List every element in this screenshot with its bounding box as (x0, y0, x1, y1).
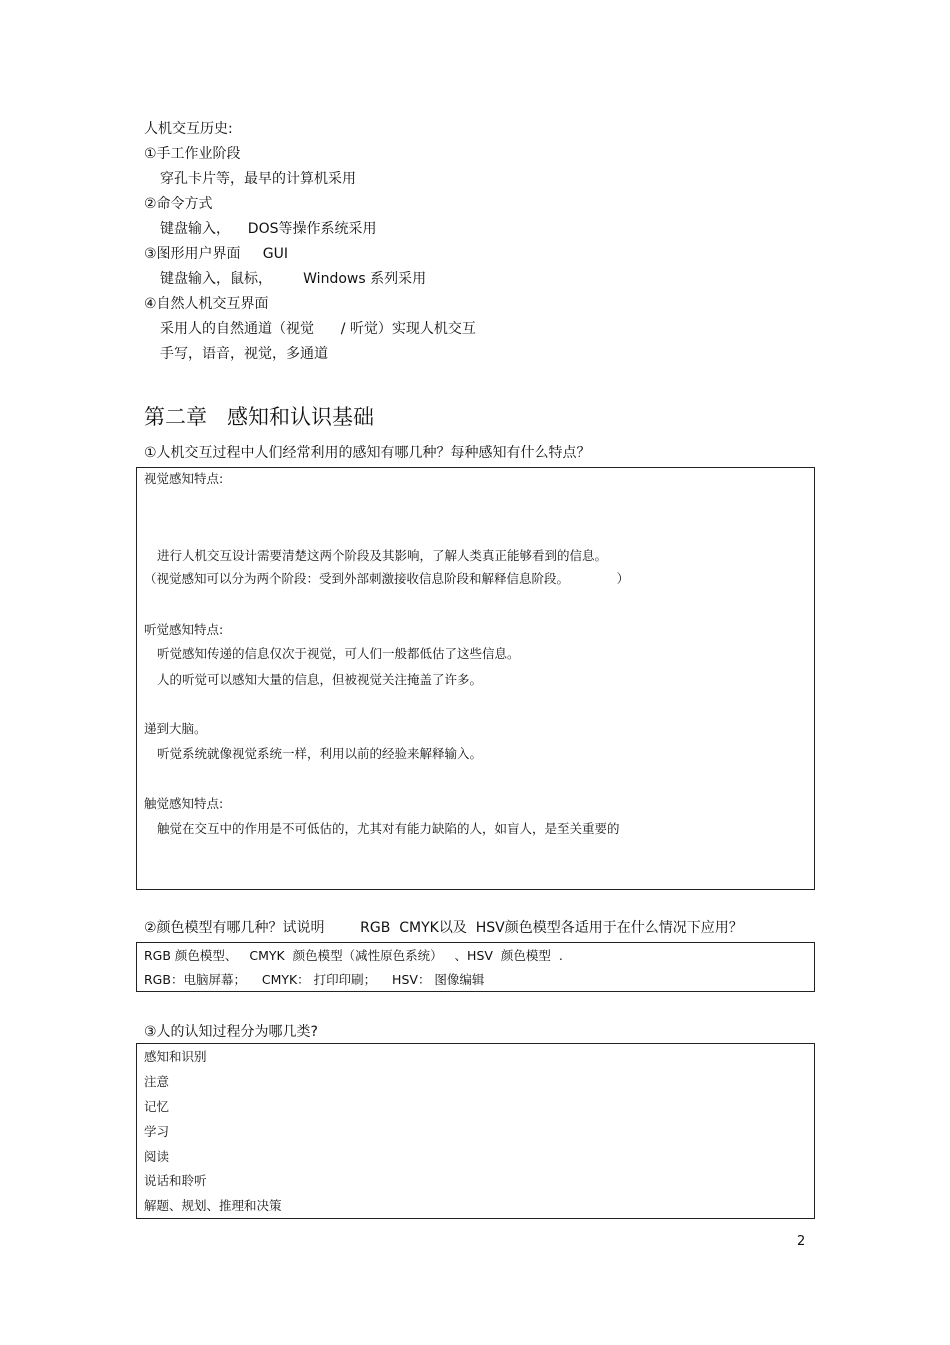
answer-box-3 (136, 1043, 815, 1219)
history-item: 穿孔卡片等，最早的计算机采用 (160, 171, 356, 187)
page-number: 2 (797, 1234, 806, 1249)
answer-line: 说话和聆听 (144, 1173, 207, 1188)
question-2: ②颜色模型有哪几种？试说明 RGB CMYK以及 HSV颜色模型各适用于在什么情况下应用？ (144, 920, 743, 936)
answer-line: 递到大脑。 (144, 721, 207, 736)
history-item: 键盘输入， DOS等操作系统采用 (160, 221, 377, 237)
answer-line: 记忆 (144, 1099, 170, 1114)
answer-line: 人的听觉可以感知大量的信息，但被视觉关注掩盖了许多。 (157, 672, 483, 687)
answer-line: 学习 (144, 1124, 170, 1139)
history-title: 人机交互历史: (144, 121, 233, 137)
question-3: ③人的认知过程分为哪几类? (144, 1024, 318, 1040)
answer-line: 解题、规划、推理和决策 (144, 1198, 282, 1213)
answer-line: RGB 颜色模型、 CMYK 颜色模型（减性原色系统） 、HSV 颜色模型 . (144, 948, 563, 963)
answer-line: 触觉感知特点: (144, 796, 224, 811)
answer-line: 听觉感知传递的信息仅次于视觉，可人们一般都低估了这些信息。 (157, 646, 520, 661)
history-item: ①手工作业阶段 (144, 146, 241, 162)
history-item: 采用人的自然通道（视觉 / 听觉）实现人机交互 (160, 321, 476, 337)
answer-line: 视觉感知特点: (144, 471, 224, 486)
question-1: ①人机交互过程中人们经常利用的感知有哪几种？每种感知有什么特点？ (144, 445, 591, 461)
answer-line: RGB：电脑屏幕； CMYK： 打印印刷； HSV： 图像编辑 (144, 972, 485, 987)
answer-line: 注意 (144, 1074, 170, 1089)
answer-line: 阅读 (144, 1149, 170, 1164)
history-item: ②命令方式 (144, 196, 213, 212)
chapter-title: 第二章 感知和认识基础 (144, 405, 375, 429)
answer-line: （视觉感知可以分为两个阶段：受到外部刺激接收信息阶段和解释信息阶段。 ） (144, 571, 630, 586)
answer-line: 听觉系统就像视觉系统一样，利用以前的经验来解释输入。 (157, 746, 483, 761)
answer-line: 触觉在交互中的作用是不可低估的，尤其对有能力缺陷的人，如盲人，是至关重要的 (157, 821, 620, 836)
history-item: 键盘输入，鼠标， Windows 系列采用 (160, 271, 427, 287)
history-item: ③图形用户界面 GUI (144, 246, 289, 262)
history-item: 手写，语音，视觉，多通道 (160, 346, 328, 362)
answer-line: 感知和识别 (144, 1049, 207, 1064)
answer-line: 听觉感知特点: (144, 622, 224, 637)
answer-line: 进行人机交互设计需要清楚这两个阶段及其影响，了解人类真正能够看到的信息。 (157, 548, 608, 563)
history-item: ④自然人机交互界面 (144, 296, 269, 312)
